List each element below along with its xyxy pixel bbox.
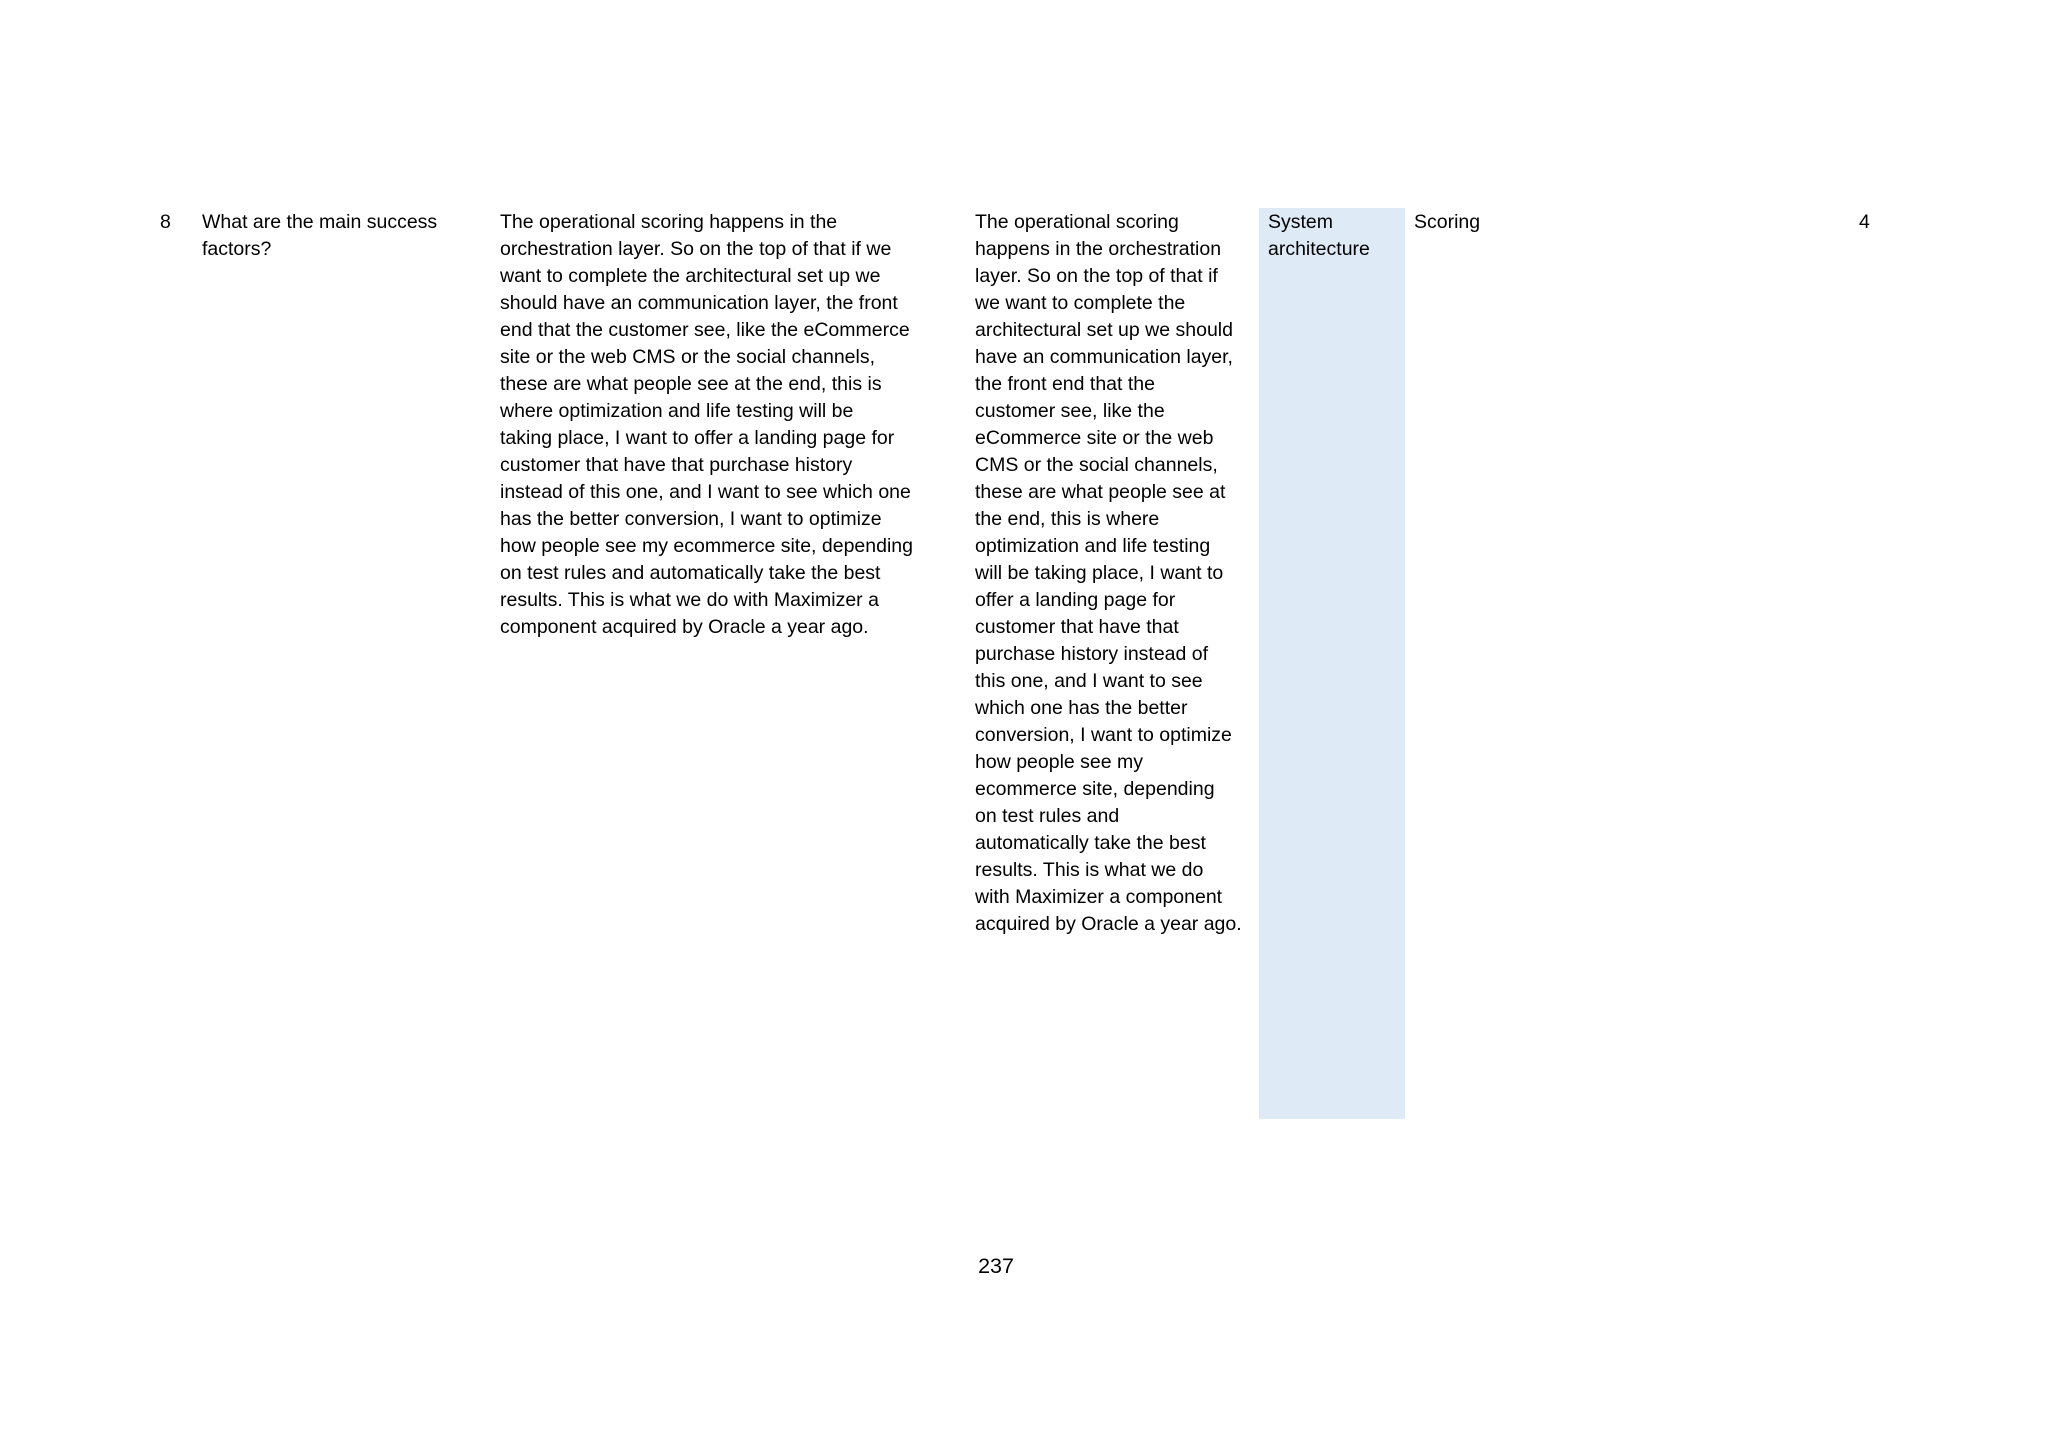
category-highlight <box>1259 208 1405 1119</box>
interview-question: What are the main success factors? <box>202 211 438 260</box>
interview-answer: The operational scoring happens in the orchestration layer. So on the top of that if we want to complete the architectural set up we should have an communication layer, the front end that the customer see, like the eCommerce site or the web CMS or the social channels, these are what people see at the end, this is where optimization and life testing will be taking place, I want to offer a landing page for customer that have that purchase history instead of this one, and I want to see which one has the better conversion, I want to optimize how people see my ecommerce site, depending on test rules and automatically take the best results. This is what we do with Maximizer a component acquired by Oracle a year ago. <box>500 211 913 638</box>
page-number: 237 <box>978 1254 1014 1278</box>
row-number: 8 <box>160 211 171 233</box>
category-label: System architecture <box>1268 211 1370 260</box>
code-label: Scoring <box>1414 211 1481 233</box>
coded-excerpt: The operational scoring happens in the orchestration layer. So on the top of that if we want to complete the architectural set up we should have an communication layer, the front end that the customer see, like the eCommerce site or the web CMS or the social channels, these are what people see at the end, this is where optimization and life testing will be taking place, I want to offer a landing page for customer that have that purchase history instead of this one, and I want to see which one has the better conversion, I want to optimize how people see my ecommerce site, depending on test rules and automatically take the best results. This is what we do with Maximizer a component acquired by Oracle a year ago. <box>975 211 1242 935</box>
score-value: 4 <box>1859 211 1870 233</box>
